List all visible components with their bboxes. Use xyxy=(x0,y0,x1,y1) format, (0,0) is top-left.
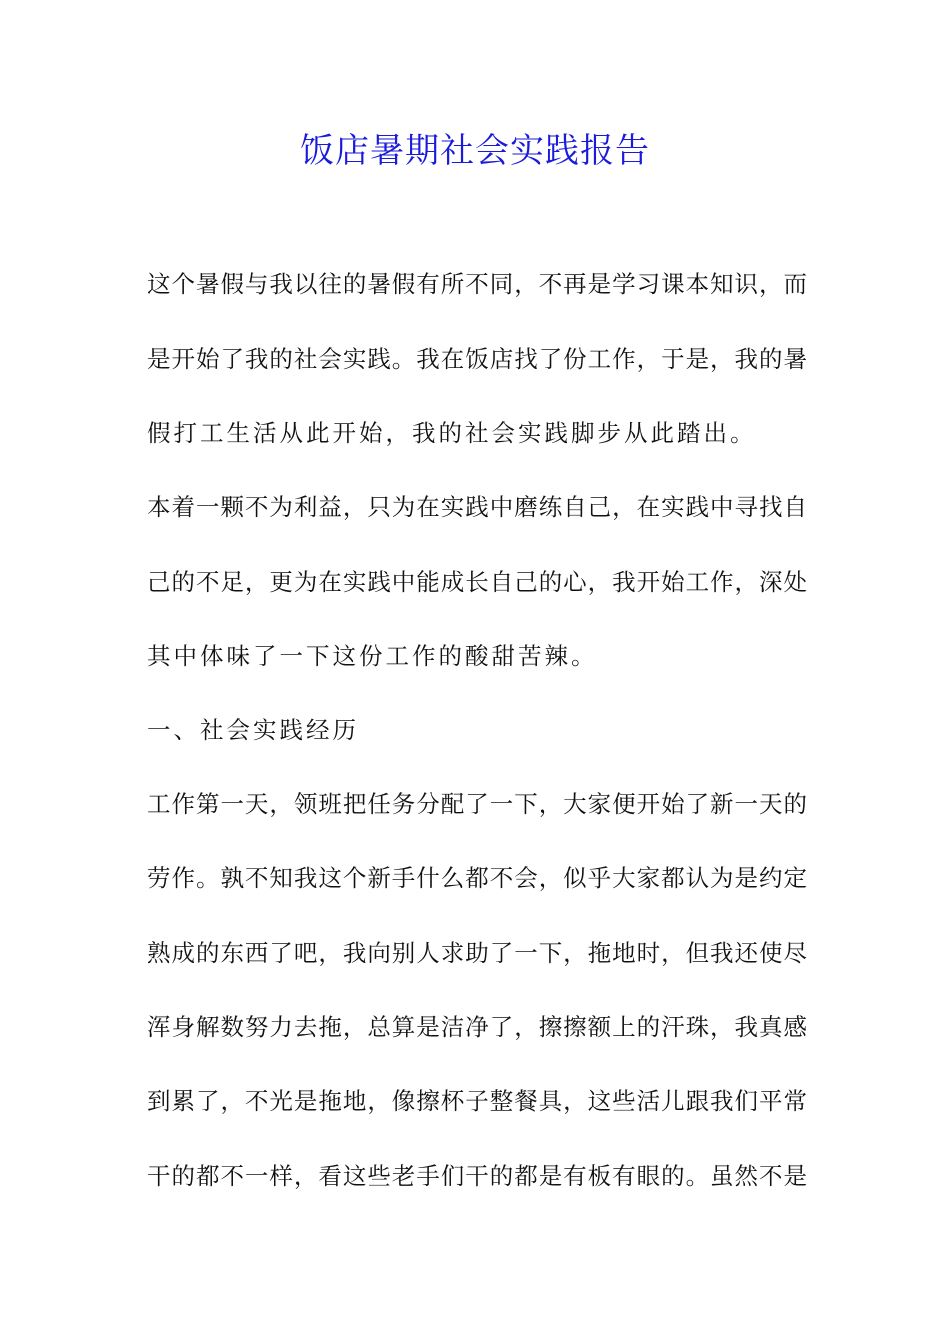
paragraph-line: 其中体味了一下这份工作的酸甜苦辣。 xyxy=(147,642,598,670)
paragraph-line: 到累了，不光是拖地，像擦杯子整餐具，这些活儿跟我们平常 xyxy=(147,1087,807,1115)
paragraph-line: 劳作。孰不知我这个新手什么都不会，似乎大家都认为是约定 xyxy=(147,864,807,892)
paragraph-line: 熟成的东西了吧，我向别人求助了一下，拖地时，但我还使尽 xyxy=(147,939,807,967)
paragraph-line: 工作第一天，领班把任务分配了一下，大家便开始了新一天的 xyxy=(147,790,807,818)
paragraph-line: 一、社会实践经历 xyxy=(147,716,359,744)
paragraph-line: 干的都不一样，看这些老手们干的都是有板有眼的。虽然不是 xyxy=(147,1162,807,1190)
paragraph-line: 己的不足，更为在实践中能成长自己的心，我开始工作，深处 xyxy=(147,568,807,596)
paragraph-line: 这个暑假与我以往的暑假有所不同，不再是学习课本知识，而 xyxy=(147,270,807,298)
paragraph-line: 本着一颗不为利益，只为在实践中磨练自己，在实践中寻找自 xyxy=(147,493,807,521)
paragraph-line: 假打工生活从此开始，我的社会实践脚步从此踏出。 xyxy=(147,419,757,447)
paragraph-line: 是开始了我的社会实践。我在饭店找了份工作，于是，我的暑 xyxy=(147,345,807,373)
document-title: 饭店暑期社会实践报告 xyxy=(300,131,650,171)
paragraph-line: 浑身解数努力去拖，总算是洁净了，擦擦额上的汗珠，我真感 xyxy=(147,1013,807,1041)
